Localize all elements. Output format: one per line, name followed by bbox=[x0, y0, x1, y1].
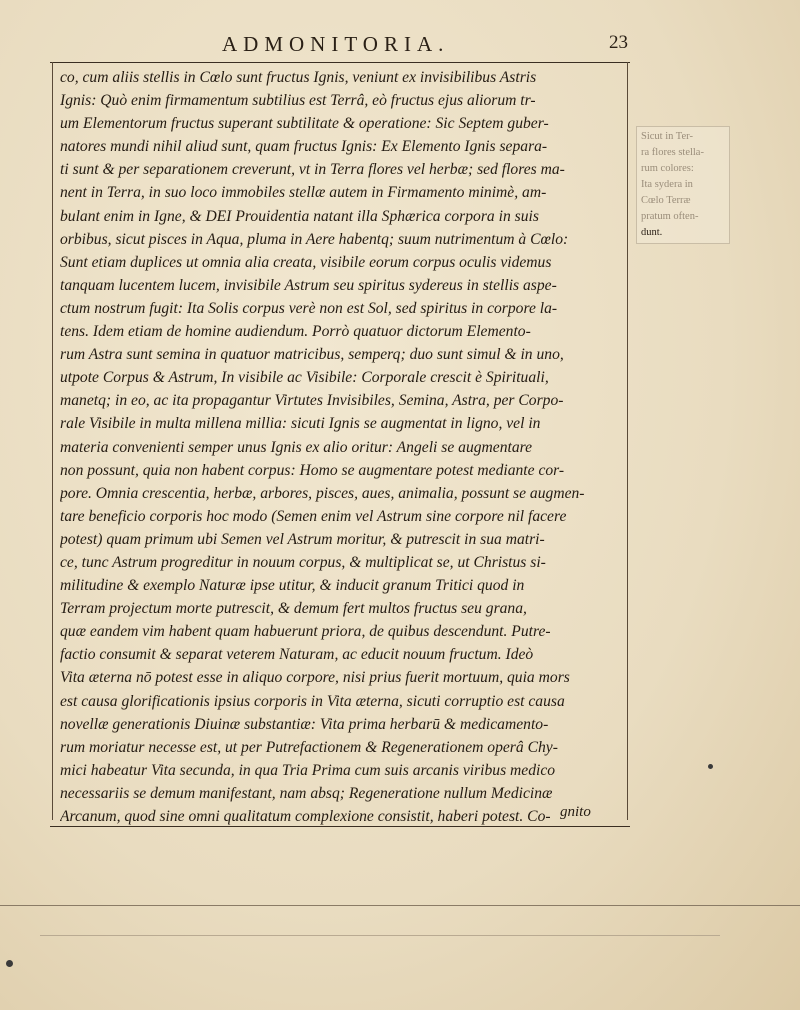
text-line: tare beneficio corporis hoc modo (Semen enim vel Astrum sine corpore nil facere bbox=[60, 507, 567, 525]
text-line: tanquam lucentem lucem, invisibile Astrum seu spiritus sydereus in stellis aspe- bbox=[60, 276, 557, 294]
text-line: natores mundi nihil aliud sunt, quam fructus Ignis: Ex Elemento Ignis separa- bbox=[60, 138, 548, 156]
text-line: ce, tunc Astrum progreditur in nouum corpus, & multiplicat se, ut Christus si- bbox=[60, 553, 546, 571]
margin-note-line: pratum often- bbox=[641, 211, 699, 222]
text-line: factio consumit & separat veterem Naturam, ac educit nouum fructum. Ideò bbox=[60, 646, 534, 664]
marginal-note bbox=[636, 126, 730, 244]
margin-note-line: ra flores stella- bbox=[641, 147, 704, 158]
margin-note-line: Sicut in Ter- bbox=[641, 131, 693, 142]
margin-note-line: rum colores: bbox=[641, 163, 694, 174]
text-line: quæ eandem vim habent quam habuerunt priora, de quibus descendunt. Putre- bbox=[60, 623, 551, 641]
text-line: est causa glorificationis ipsius corporis in Vita æterna, sicuti corruptio est causa bbox=[60, 692, 565, 710]
text-line: necessariis se demum manifestant, nam absq; Regeneratione nullum Medicinæ bbox=[60, 784, 553, 802]
text-line: Sunt etiam duplices ut omnia alia creata, visibile eorum corpus oculis videmus bbox=[60, 253, 552, 271]
catchword: gnito bbox=[560, 804, 591, 820]
text-line: tens. Idem etiam de homine audiendum. Porrò quatuor dictorum Elemento- bbox=[60, 323, 531, 341]
text-line: co, cum aliis stellis in Cœlo sunt fructus Ignis, veniunt ex invisibilibus Astris bbox=[60, 69, 537, 86]
text-line: manetq; in eo, ac ita propagantur Virtutes Invisibiles, Semina, Astra, per Corpo- bbox=[60, 392, 564, 410]
text-line: ti sunt & per separationem creverunt, vt in Terra flores vel herbæ; sed flores ma- bbox=[60, 161, 565, 179]
text-line: orbibus, sicut pisces in Aqua, pluma in Aere habentq; suum nutrimentum à Cœlo: bbox=[60, 230, 569, 248]
margin-note-line: Cœlo Terræ bbox=[641, 195, 691, 206]
body-text bbox=[60, 66, 624, 828]
page-number: 23 bbox=[609, 32, 628, 53]
margin-note-line: dunt. bbox=[641, 227, 663, 238]
text-line: mici habeatur Vita secunda, in qua Tria Prima cum suis arcanis viribus medico bbox=[60, 761, 556, 779]
text-line: militudine & exemplo Naturæ ipse utitur, & inducit granum Tritici quod in bbox=[60, 577, 525, 595]
text-line: Vita æterna nō potest esse in aliquo corpore, nisi prius fuerit mortuum, quia mors bbox=[60, 669, 570, 687]
running-head: ADMONITORIA. bbox=[222, 32, 450, 56]
page-edge-line bbox=[0, 905, 800, 906]
text-line: rum Astra sunt semina in quatuor matricibus, semperq; duo sunt simul & in uno, bbox=[60, 346, 564, 364]
text-line: Ignis: Quò enim firmamentum subtilius est Terrâ, eò fructus ejus aliorum tr- bbox=[60, 92, 536, 110]
page-header bbox=[50, 28, 630, 63]
ink-spot bbox=[6, 960, 13, 967]
page-edge-line-2 bbox=[40, 935, 720, 936]
bottom-rule bbox=[50, 826, 630, 827]
text-line: utpote Corpus & Astrum, In visibile ac Visibile: Corporale crescit è Spirituali, bbox=[60, 369, 549, 387]
text-line: pore. Omnia crescentia, herbæ, arbores, pisces, aues, animalia, possunt se augmen- bbox=[60, 484, 585, 502]
margin-note-line: Ita sydera in bbox=[641, 179, 693, 190]
text-line: materia convenienti semper unus Ignis ex alio oritur: Angeli se augmentare bbox=[60, 438, 533, 456]
text-line: um Elementorum fructus superant subtilitate & operatione: Sic Septem guber- bbox=[60, 115, 549, 133]
text-line: rum moriatur necesse est, ut per Putrefactionem & Regenerationem operâ Chy- bbox=[60, 738, 558, 756]
text-line: Terram projectum morte putrescit, & demum fert multos fructus seu grana, bbox=[60, 600, 527, 618]
text-line: rale Visibile in multa millena millia: sicuti Ignis se augmentat in ligno, vel in bbox=[60, 415, 541, 433]
text-line: nent in Terra, in suo loco immobiles stellæ autem in Firmamento minimè, am- bbox=[60, 184, 547, 202]
ink-spot-2 bbox=[708, 764, 713, 769]
text-line: Arcanum, quod sine omni qualitatum complexione consistit, haberi potest. Co- bbox=[60, 808, 551, 825]
text-line: ctum nostrum fugit: Ita Solis corpus verè non est Sol, sed spiritus in corpore la- bbox=[60, 299, 558, 317]
text-line: bulant enim in Igne, & DEI Prouidentia natant illa Sphærica corpora in suis bbox=[60, 207, 539, 225]
text-line: potest) quam primum ubi Semen vel Astrum moritur, & putrescit in sua matri- bbox=[60, 530, 545, 548]
text-line: novellæ generationis Diuinæ substantiæ: Vita prima herbarū & medicamento- bbox=[60, 715, 549, 733]
text-line: non possunt, quia non habent corpus: Homo se augmentare potest mediante cor- bbox=[60, 461, 565, 479]
